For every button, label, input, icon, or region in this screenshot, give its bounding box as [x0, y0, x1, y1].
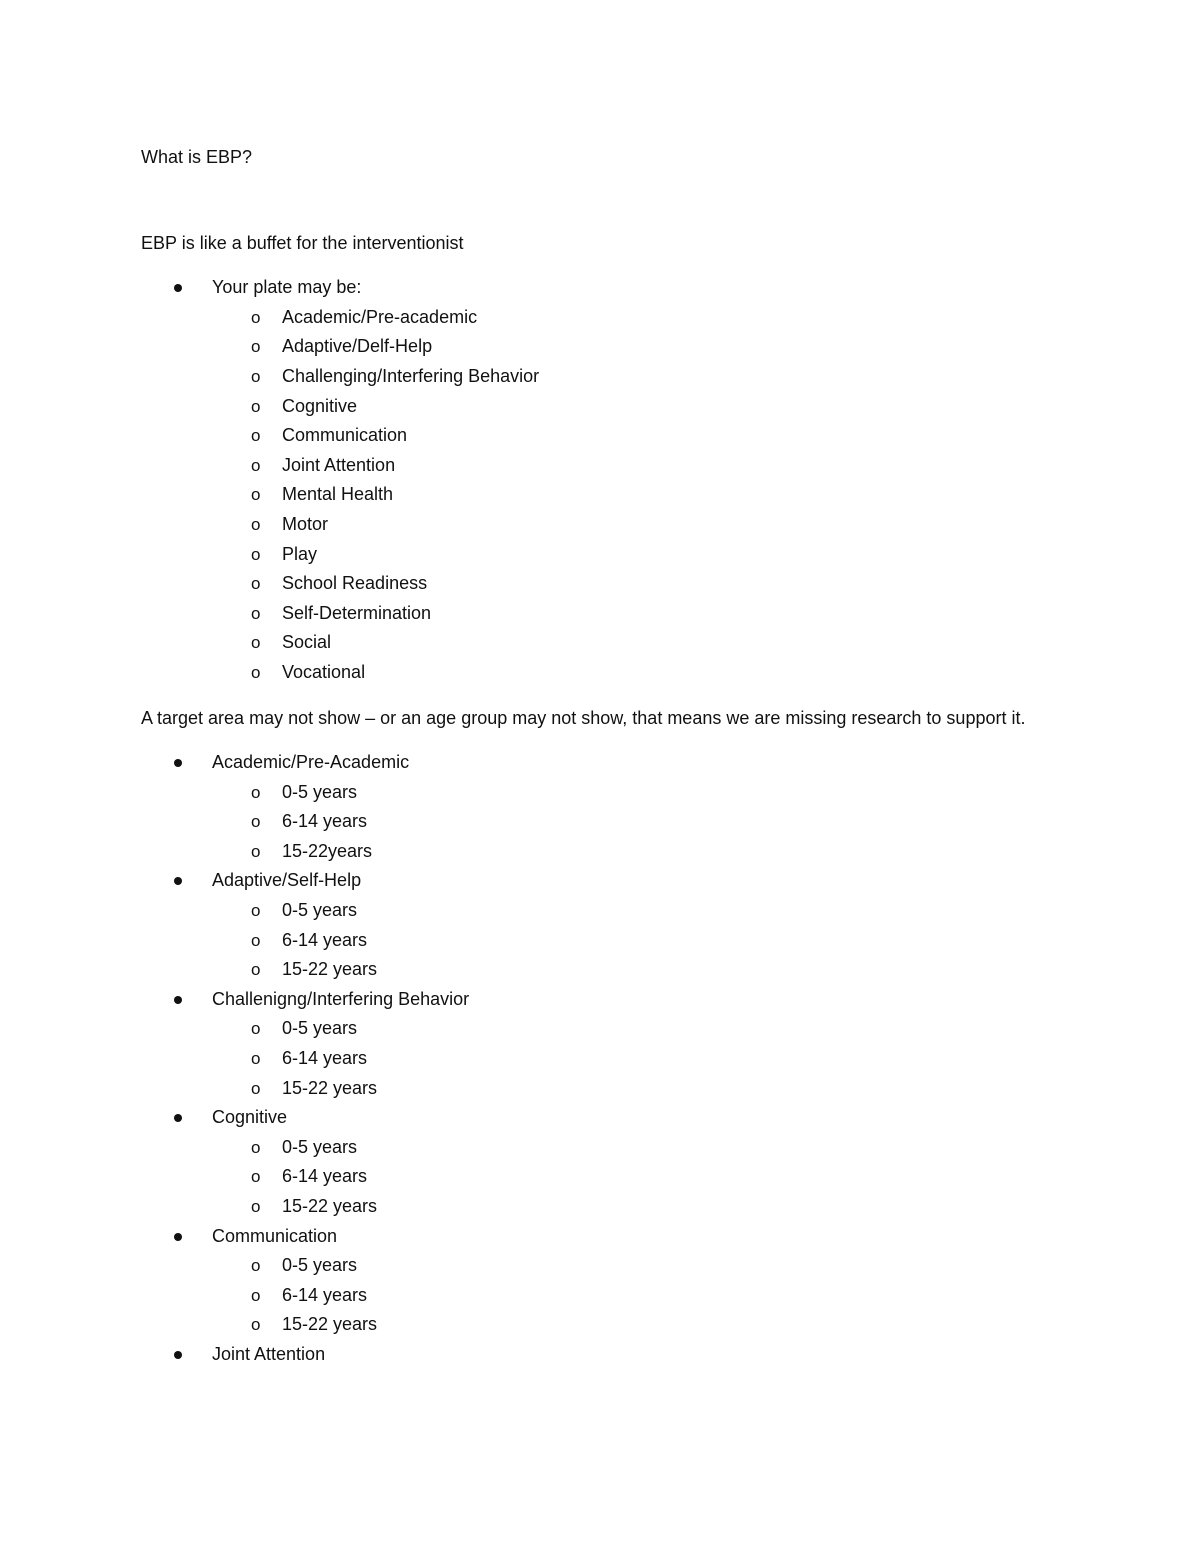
bullet-icon [174, 877, 182, 885]
sub-list-item-text: 0-5 years [282, 900, 358, 921]
document-body [141, 143, 1051, 1370]
sub-list-item [212, 599, 1051, 629]
sub-list-item [212, 510, 1051, 540]
circle-bullet-icon: o [251, 544, 261, 564]
sub-list-item [212, 1044, 1051, 1074]
circle-bullet-icon: o [251, 366, 261, 386]
circle-bullet-icon: o [251, 1256, 261, 1276]
bullet-icon [174, 759, 182, 767]
sub-list-item-text: 6-14 years [282, 929, 368, 950]
list-item [141, 273, 1051, 687]
sub-list-item-text: Mental Health [282, 484, 394, 505]
sub-list-item-text: Social [282, 632, 332, 653]
circle-bullet-icon: o [251, 1315, 261, 1335]
bullet-icon [174, 1233, 182, 1241]
sub-list-item-text: 0-5 years [282, 1018, 358, 1039]
sub-list-item-text: Self-Determination [282, 602, 432, 623]
circle-bullet-icon: o [251, 574, 261, 594]
age-group-label: Joint Attention [212, 1343, 326, 1364]
circle-bullet-icon: o [251, 307, 261, 327]
circle-bullet-icon: o [251, 841, 261, 861]
age-sublist [212, 1014, 1051, 1103]
sub-list-item-text: Vocational [282, 661, 366, 682]
sub-list-item [212, 837, 1051, 867]
circle-bullet-icon: o [251, 1167, 261, 1187]
sub-list-item-text: 0-5 years [282, 1255, 358, 1276]
sub-list-item-text: 0-5 years [282, 781, 358, 802]
sub-list-item-text: 15-22years [282, 840, 373, 861]
sub-list-item-text: 6-14 years [282, 1284, 368, 1305]
circle-bullet-icon: o [251, 1049, 261, 1069]
sub-list-item-text: 15-22 years [282, 1077, 378, 1098]
sub-list-item-text: Adaptive/Delf-Help [282, 336, 433, 357]
page-title: What is EBP? [141, 147, 253, 167]
sub-list-item [212, 1074, 1051, 1104]
sub-list-item [212, 1281, 1051, 1311]
list-item [141, 1103, 1051, 1221]
sub-list-item [212, 303, 1051, 333]
sub-list-item-text: 15-22 years [282, 959, 378, 980]
sub-list-item [212, 421, 1051, 451]
age-group-label: Cognitive [212, 1107, 288, 1128]
note-paragraph: A target area may not show – or an age group may not show, that means we are missing research to support it. [141, 707, 1026, 728]
circle-bullet-icon: o [251, 662, 261, 682]
sub-list-item [212, 628, 1051, 658]
age-sublist [212, 896, 1051, 985]
list-item [141, 985, 1051, 1103]
list-item [141, 866, 1051, 984]
bullet-icon [174, 996, 182, 1004]
plate-list [141, 273, 1051, 687]
sub-list-item [212, 392, 1051, 422]
sub-list-item [212, 1192, 1051, 1222]
circle-bullet-icon: o [251, 1285, 261, 1305]
sub-list-item [212, 926, 1051, 956]
age-sublist [212, 1251, 1051, 1340]
age-group-label: Adaptive/Self-Help [212, 870, 362, 891]
plate-list-label: Your plate may be: [212, 277, 362, 298]
sub-list-item-text: Academic/Pre-academic [282, 306, 478, 327]
sub-list-item-text: Motor [282, 513, 329, 534]
age-group-list [141, 748, 1051, 1369]
age-group-label: Academic/Pre-Academic [212, 752, 410, 773]
circle-bullet-icon: o [251, 514, 261, 534]
bullet-icon [174, 284, 182, 292]
circle-bullet-icon: o [251, 1078, 261, 1098]
sub-list-item-text: School Readiness [282, 573, 428, 594]
circle-bullet-icon: o [251, 426, 261, 446]
age-sublist [212, 1133, 1051, 1222]
circle-bullet-icon: o [251, 960, 261, 980]
age-group-label: Challenigng/Interfering Behavior [212, 988, 470, 1009]
circle-bullet-icon: o [251, 1197, 261, 1216]
sub-list-item [212, 540, 1051, 570]
circle-bullet-icon: o [251, 396, 261, 416]
circle-bullet-icon: o [251, 1019, 261, 1039]
sub-list-item [212, 896, 1051, 926]
sub-list-item-text: 6-14 years [282, 811, 368, 832]
sub-list-item [212, 658, 1051, 688]
sub-list-item-text: 0-5 years [282, 1136, 358, 1157]
intro-paragraph: EBP is like a buffet for the interventionist [141, 232, 464, 253]
age-sublist [212, 778, 1051, 867]
circle-bullet-icon: o [251, 485, 261, 505]
sub-list-item [212, 1014, 1051, 1044]
sub-list-item [212, 569, 1051, 599]
circle-bullet-icon: o [251, 603, 261, 623]
list-item [141, 1222, 1051, 1340]
sub-list-item-text: 6-14 years [282, 1048, 368, 1069]
sub-list-item [212, 1251, 1051, 1281]
sub-list-item [212, 955, 1051, 985]
sub-list-item-text: Communication [282, 425, 408, 446]
circle-bullet-icon: o [251, 337, 261, 357]
sub-list-item [212, 1133, 1051, 1163]
sub-list-item [212, 362, 1051, 392]
plate-sublist [212, 303, 1051, 688]
sub-list-item [212, 332, 1051, 362]
list-item [141, 748, 1051, 866]
sub-list-item [212, 778, 1051, 808]
circle-bullet-icon: o [251, 812, 261, 832]
sub-list-item-text: Cognitive [282, 395, 358, 416]
sub-list-item [212, 1310, 1051, 1340]
circle-bullet-icon: o [251, 782, 261, 802]
sub-list-item-text: Play [282, 543, 318, 564]
sub-list-item [212, 1162, 1051, 1192]
circle-bullet-icon: o [251, 930, 261, 950]
sub-list-item-text: Joint Attention [282, 454, 396, 475]
circle-bullet-icon: o [251, 633, 261, 653]
sub-list-item [212, 480, 1051, 510]
sub-list-item-text: 6-14 years [282, 1166, 368, 1187]
sub-list-item [212, 807, 1051, 837]
sub-list-item [212, 451, 1051, 481]
circle-bullet-icon: o [251, 901, 261, 921]
bullet-icon [174, 1114, 182, 1122]
sub-list-item-text: 15-22 years [282, 1196, 378, 1216]
circle-bullet-icon: o [251, 455, 261, 475]
list-item [141, 1340, 1051, 1370]
age-group-label: Communication [212, 1225, 338, 1246]
bullet-icon [174, 1351, 182, 1359]
sub-list-item-text: 15-22 years [282, 1314, 378, 1335]
sub-list-item-text: Challenging/Interfering Behavior [282, 365, 540, 386]
circle-bullet-icon: o [251, 1137, 261, 1157]
